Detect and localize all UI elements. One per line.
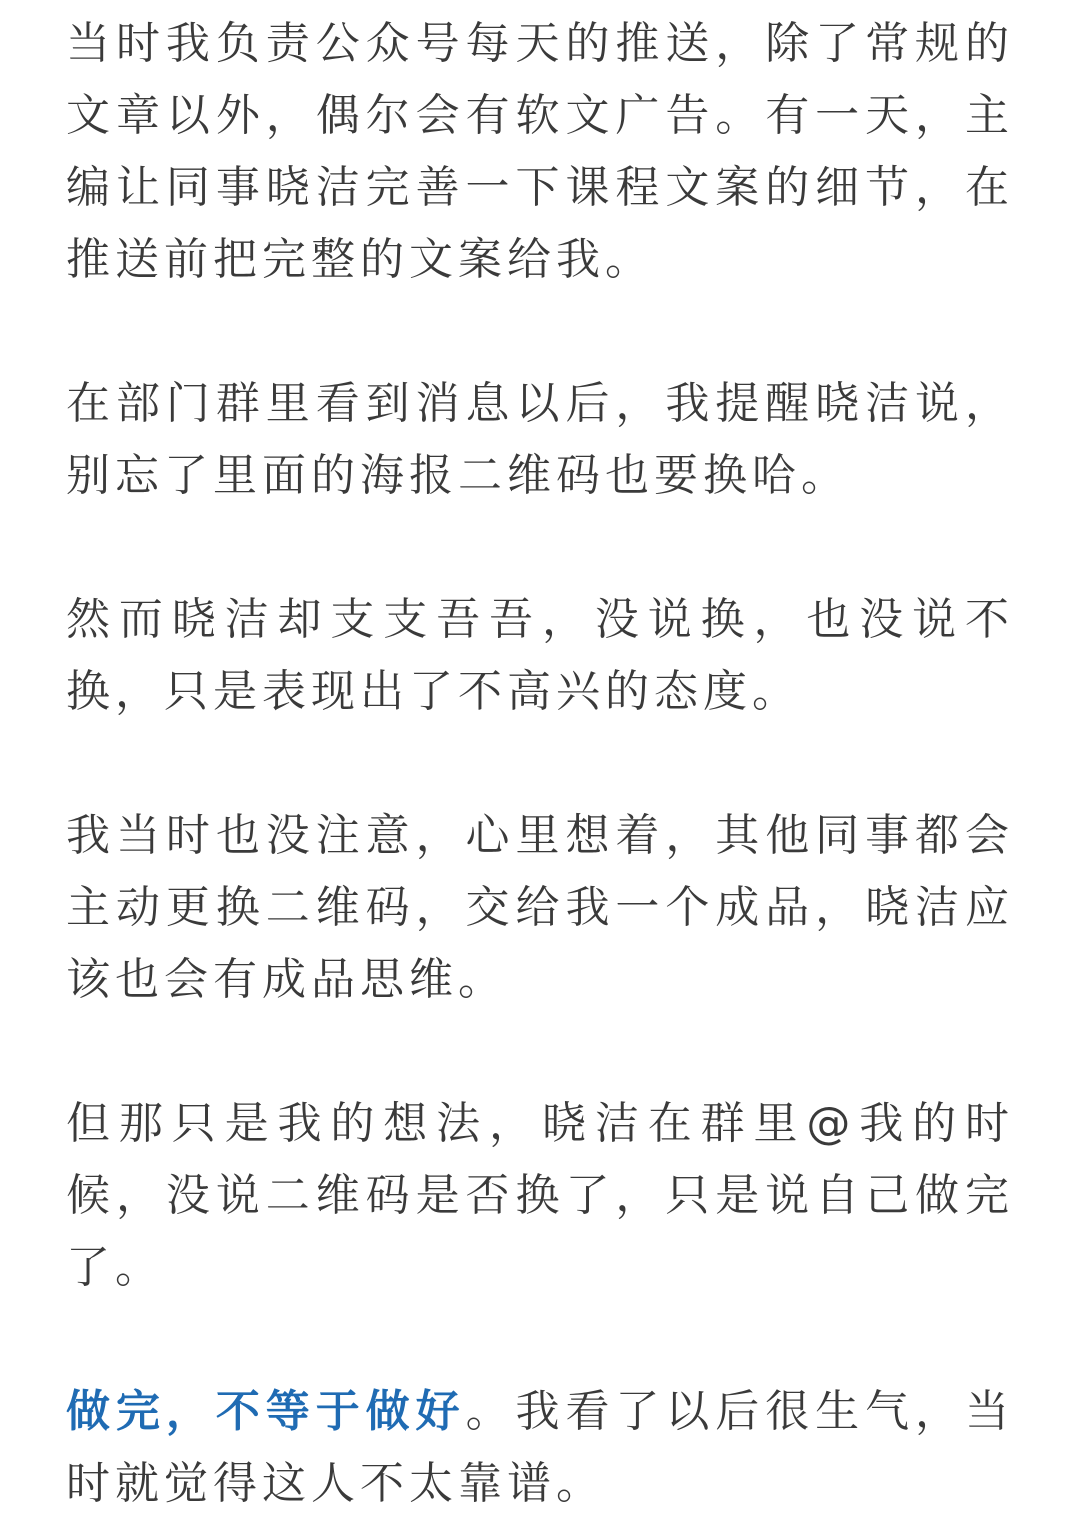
paragraph-1-text: 当时我负责公众号每天的推送，除了常规的文章以外，偶尔会有软文广告。有一天，主编让同事晓洁完善一下课程文案的细节，在推送前把完整的文案给我。 [66, 18, 1014, 285]
article-body [66, 8, 1014, 1520]
paragraph-2-text: 在部门群里看到消息以后，我提醒晓洁说，别忘了里面的海报二维码也要换哈。 [66, 378, 1014, 501]
paragraph-4 [66, 800, 1014, 1016]
paragraph-3 [66, 584, 1014, 728]
highlight-phrase: 做完，不等于做好 [66, 1386, 466, 1437]
paragraph-5 [66, 1088, 1014, 1304]
paragraph-6 [66, 1376, 1014, 1520]
paragraph-5-text: 但那只是我的想法，晓洁在群里@我的时候，没说二维码是否换了，只是说自己做完了。 [66, 1098, 1014, 1293]
paragraph-4-text: 我当时也没注意，心里想着，其他同事都会主动更换二维码，交给我一个成品，晓洁应该也会有成品思维。 [66, 810, 1014, 1005]
paragraph-3-text: 然而晓洁却支支吾吾，没说换，也没说不换，只是表现出了不高兴的态度。 [66, 594, 1014, 717]
paragraph-2 [66, 368, 1014, 512]
paragraph-6-text: 。我看了以后很生气，当时就觉得这人不太靠谱。 [66, 1386, 1015, 1509]
paragraph-1 [66, 8, 1014, 296]
